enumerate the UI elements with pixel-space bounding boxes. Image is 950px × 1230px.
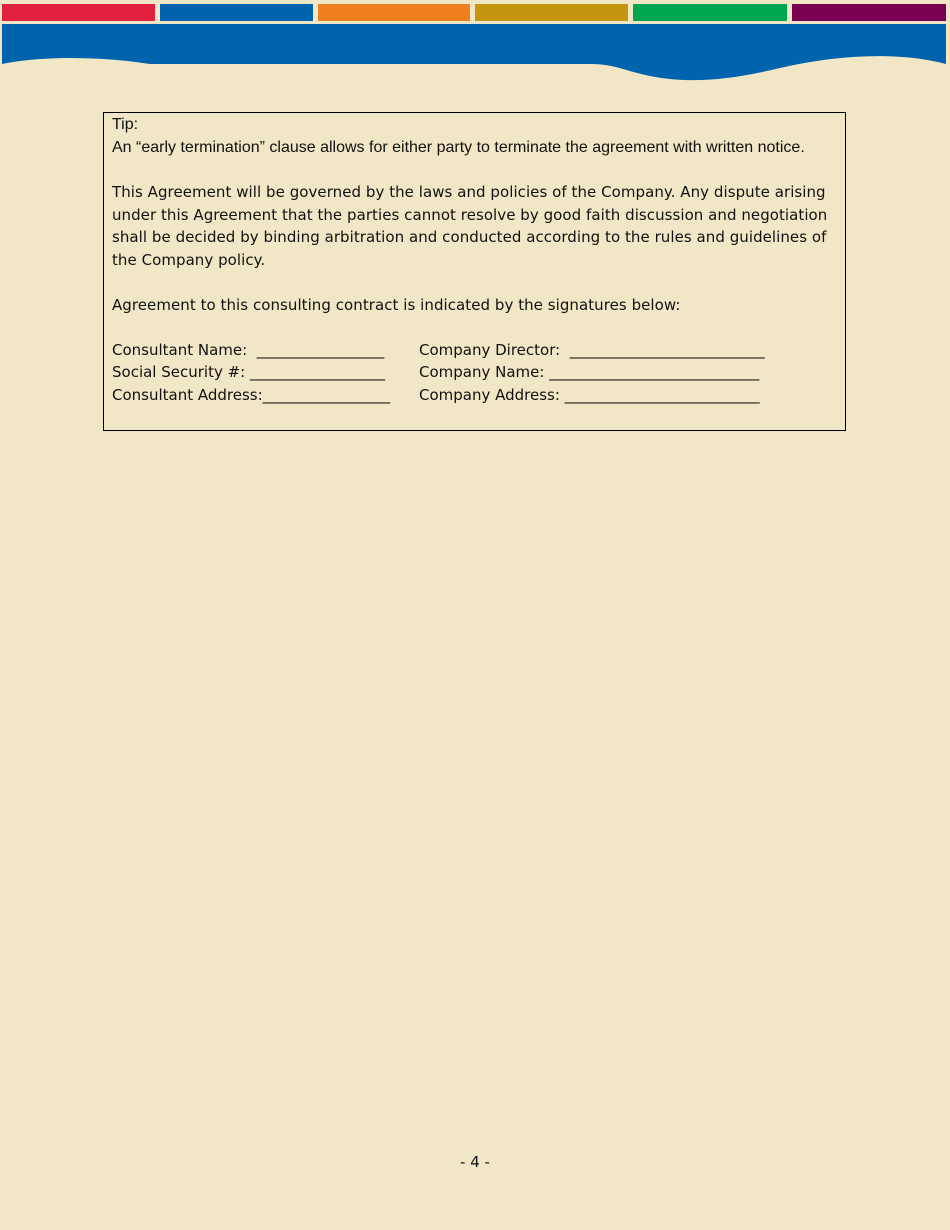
color-bar-orange <box>318 4 470 21</box>
signature-row <box>112 339 837 362</box>
company-name-field: Company Name: ____________________________ <box>419 363 760 382</box>
consultant-address-field: Consultant Address:_________________ <box>112 385 391 404</box>
consultant-name-field: Consultant Name: _________________ <box>112 340 385 359</box>
header-color-bars <box>2 4 946 21</box>
color-bar-green <box>633 4 787 21</box>
header-wave-shape <box>2 24 946 80</box>
company-address-field: Company Address: __________________________ <box>419 385 760 404</box>
tip-label: Tip: <box>112 116 139 133</box>
social-security-field: Social Security #: __________________ <box>112 363 385 382</box>
signature-row <box>112 384 837 407</box>
company-director-field: Company Director: __________________________ <box>419 340 765 359</box>
header-wave-banner <box>0 24 950 86</box>
governing-law-paragraph: This Agreement will be governed by the laws and policies of the Company. Any dispute arising under this Agreement that the parties cannot resolve by good faith discussion and negotiation shall be decided by binding arbitration and conducted according to the rules and guidelines of the Company policy. <box>112 183 828 270</box>
tip-text: An “early termination” clause allows for either party to terminate the agreement with written notice. <box>112 139 805 156</box>
color-bar-purple <box>792 4 946 21</box>
tip-box <box>103 112 846 431</box>
signature-row <box>112 361 837 384</box>
color-bar-blue <box>160 4 313 21</box>
color-bar-red <box>2 4 155 21</box>
signature-block <box>112 339 837 407</box>
page-number: - 4 - <box>460 1153 490 1171</box>
agreement-statement: Agreement to this consulting contract is indicated by the signatures below: <box>112 295 681 314</box>
color-bar-gold <box>475 4 628 21</box>
